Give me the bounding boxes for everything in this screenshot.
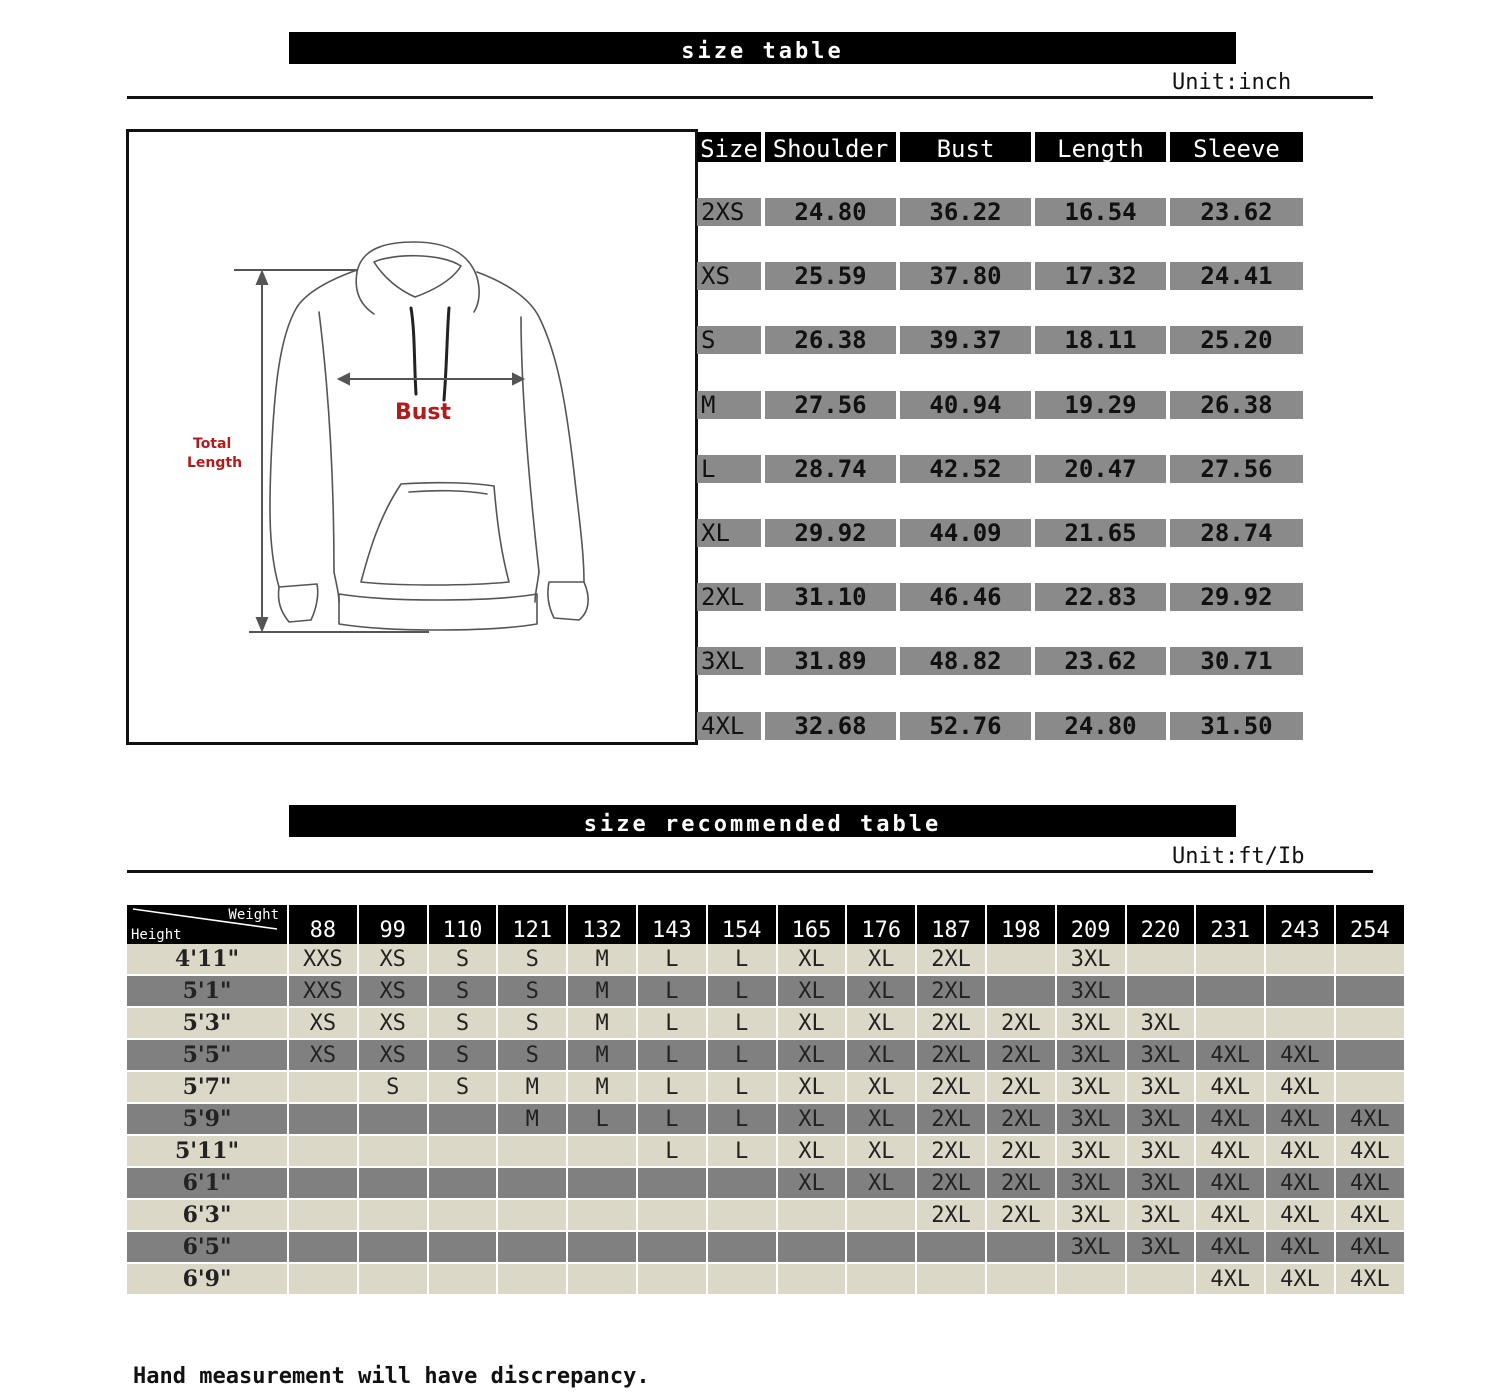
- size-recommendation-cell: L: [638, 1008, 708, 1040]
- size-table-cell-bust: 52.76: [900, 712, 1031, 740]
- height-cell: 6'5": [127, 1232, 289, 1264]
- size-recommendation-cell: [1336, 976, 1406, 1008]
- size-table-cell-shoulder: 31.89: [765, 647, 896, 675]
- size-table-cell-sleeve: 29.92: [1170, 583, 1303, 611]
- size-table-cell-length: 21.65: [1035, 519, 1166, 547]
- size-recommendation-cell: [708, 1200, 778, 1232]
- size-recommendation-cell: [568, 1136, 638, 1168]
- size-recommendation-cell: L: [708, 1040, 778, 1072]
- size-recommendation-cell: 3XL: [1057, 1232, 1127, 1264]
- size-recommendation-cell: L: [638, 1072, 708, 1104]
- size-recommendation-cell: [708, 1168, 778, 1200]
- size-recommendation-cell: L: [638, 1136, 708, 1168]
- size-recommendation-cell: 4XL: [1336, 1232, 1406, 1264]
- divider-middle: [127, 870, 1373, 873]
- size-recommendation-cell: XL: [778, 1136, 848, 1168]
- size-table-cell-sleeve: 31.50: [1170, 712, 1303, 740]
- size-recommendation-cell: 3XL: [1057, 1008, 1127, 1040]
- size-recommendation-cell: [917, 1264, 987, 1296]
- size-recommendation-cell: [498, 1232, 568, 1264]
- size-recommendation-cell: [359, 1136, 429, 1168]
- footnote: Hand measurement will have discrepancy.: [133, 1364, 650, 1389]
- recommended-header-row: [127, 905, 1406, 944]
- size-recommendation-cell: 2XL: [917, 1168, 987, 1200]
- size-recommendation-cell: M: [568, 1072, 638, 1104]
- recommended-table-title: size recommended table: [289, 805, 1236, 837]
- size-recommendation-cell: 3XL: [1127, 1008, 1197, 1040]
- size-recommendation-cell: S: [359, 1072, 429, 1104]
- size-recommendation-cell: 4XL: [1336, 1104, 1406, 1136]
- size-table-cell-shoulder: 31.10: [765, 583, 896, 611]
- corner-weight-label: Weight: [228, 907, 279, 923]
- size-recommendation-cell: 4XL: [1196, 1104, 1266, 1136]
- size-recommendation-cell: 4XL: [1266, 1040, 1336, 1072]
- size-recommendation-cell: XS: [359, 976, 429, 1008]
- size-recommendation-cell: 2XL: [987, 1200, 1057, 1232]
- size-recommendation-cell: 2XL: [987, 1168, 1057, 1200]
- size-recommendation-cell: XL: [778, 1072, 848, 1104]
- size-recommendation-cell: XL: [778, 1104, 848, 1136]
- size-recommendation-cell: [1336, 944, 1406, 976]
- size-table-cell-bust: 39.37: [900, 326, 1031, 354]
- size-recommendation-cell: [498, 1200, 568, 1232]
- size-recommendation-cell: [289, 1232, 359, 1264]
- size-recommendation-cell: 3XL: [1127, 1232, 1197, 1264]
- size-recommendation-cell: [359, 1168, 429, 1200]
- weight-header: 254: [1336, 905, 1406, 944]
- size-table-cell-sleeve: 28.74: [1170, 519, 1303, 547]
- size-recommendation-cell: [359, 1232, 429, 1264]
- table-row: [127, 1008, 1406, 1040]
- size-recommendation-cell: 4XL: [1196, 1136, 1266, 1168]
- table-row: [127, 976, 1406, 1008]
- weight-header: 209: [1057, 905, 1127, 944]
- size-table-cell-size: XL: [697, 519, 761, 547]
- size-recommendation-cell: [1266, 1008, 1336, 1040]
- size-recommendation-cell: [987, 976, 1057, 1008]
- size-recommendation-cell: 2XL: [917, 1040, 987, 1072]
- size-recommendation-cell: [638, 1232, 708, 1264]
- size-recommendation-cell: S: [498, 1008, 568, 1040]
- size-recommendation-cell: [1127, 1264, 1197, 1296]
- height-cell: 6'9": [127, 1264, 289, 1296]
- size-recommendation-cell: [708, 1264, 778, 1296]
- size-table-cell-length: 16.54: [1035, 198, 1166, 226]
- table-row: [127, 1232, 1406, 1264]
- size-recommendation-cell: [847, 1200, 917, 1232]
- size-recommendation-cell: [359, 1104, 429, 1136]
- size-recommendation-cell: XS: [359, 1040, 429, 1072]
- size-table-cell-shoulder: 27.56: [765, 391, 896, 419]
- size-recommendation-cell: XS: [359, 1008, 429, 1040]
- height-cell: 5'3": [127, 1008, 289, 1040]
- size-recommendation-cell: M: [568, 1008, 638, 1040]
- size-recommendation-cell: [498, 1264, 568, 1296]
- size-recommendation-cell: 4XL: [1336, 1136, 1406, 1168]
- size-recommendation-cell: 3XL: [1127, 1040, 1197, 1072]
- size-recommendation-cell: 2XL: [987, 1136, 1057, 1168]
- size-table-cell-shoulder: 29.92: [765, 519, 896, 547]
- size-table-cell-size: 2XS: [697, 198, 761, 226]
- size-recommendation-cell: XXS: [289, 976, 359, 1008]
- size-table-cell-sleeve: 27.56: [1170, 455, 1303, 483]
- size-recommendation-cell: L: [638, 1104, 708, 1136]
- size-recommendation-cell: [429, 1104, 499, 1136]
- size-recommendation-cell: 4XL: [1336, 1264, 1406, 1296]
- size-recommendation-cell: 4XL: [1266, 1072, 1336, 1104]
- size-recommendation-cell: 3XL: [1127, 1168, 1197, 1200]
- size-table-cell-sleeve: 24.41: [1170, 262, 1303, 290]
- weight-header: 198: [987, 905, 1057, 944]
- size-recommendation-cell: XL: [847, 1008, 917, 1040]
- size-recommendation-cell: 4XL: [1266, 1200, 1336, 1232]
- size-table-header-bust: Bust: [900, 132, 1031, 162]
- size-recommendation-cell: XS: [289, 1040, 359, 1072]
- size-recommendation-cell: 4XL: [1196, 1200, 1266, 1232]
- size-table-cell-length: 24.80: [1035, 712, 1166, 740]
- size-recommendation-cell: [987, 1232, 1057, 1264]
- size-recommendation-cell: XL: [778, 1040, 848, 1072]
- size-recommendation-cell: M: [498, 1104, 568, 1136]
- size-table-cell-size: 4XL: [697, 712, 761, 740]
- size-recommendation-cell: 2XL: [917, 1200, 987, 1232]
- size-recommendation-cell: 4XL: [1266, 1264, 1336, 1296]
- size-recommendation-cell: [289, 1200, 359, 1232]
- size-table-cell-length: 17.32: [1035, 262, 1166, 290]
- size-recommendation-cell: 3XL: [1127, 1072, 1197, 1104]
- size-recommendation-cell: [638, 1200, 708, 1232]
- size-recommendation-cell: 4XL: [1266, 1168, 1336, 1200]
- size-recommendation-cell: [638, 1264, 708, 1296]
- size-recommendation-cell: [1127, 976, 1197, 1008]
- size-recommendation-cell: L: [568, 1104, 638, 1136]
- size-recommendation-cell: [1196, 944, 1266, 976]
- size-recommendation-cell: [1336, 1040, 1406, 1072]
- size-recommendation-cell: [1336, 1072, 1406, 1104]
- size-table-cell-shoulder: 24.80: [765, 198, 896, 226]
- weight-header: 143: [638, 905, 708, 944]
- size-recommendation-cell: 2XL: [917, 1008, 987, 1040]
- size-recommendation-cell: 2XL: [987, 1008, 1057, 1040]
- corner-height-label: Height: [131, 927, 182, 943]
- size-recommendation-cell: 4XL: [1336, 1200, 1406, 1232]
- size-recommendation-cell: M: [498, 1072, 568, 1104]
- size-recommendation-cell: 2XL: [987, 1072, 1057, 1104]
- size-recommendation-cell: 2XL: [987, 1104, 1057, 1136]
- size-table-cell-size: XS: [697, 262, 761, 290]
- size-table-cell-bust: 36.22: [900, 198, 1031, 226]
- size-recommendation-cell: 4XL: [1196, 1072, 1266, 1104]
- size-table-header-shoulder: Shoulder: [765, 132, 896, 162]
- size-recommendation-cell: [778, 1264, 848, 1296]
- size-recommendation-cell: L: [708, 1072, 778, 1104]
- size-recommendation-cell: [1196, 976, 1266, 1008]
- size-recommendation-cell: [1266, 976, 1336, 1008]
- size-recommendation-cell: M: [568, 1040, 638, 1072]
- size-recommendation-cell: 3XL: [1057, 1104, 1127, 1136]
- height-cell: 4'11": [127, 944, 289, 976]
- size-recommendation-cell: XS: [359, 944, 429, 976]
- size-recommendation-cell: S: [429, 1008, 499, 1040]
- size-recommendation-cell: S: [429, 1040, 499, 1072]
- hoodie-diagram: [126, 129, 698, 745]
- size-recommendation-cell: [289, 1136, 359, 1168]
- weight-header: 165: [778, 905, 848, 944]
- size-recommendation-cell: [987, 1264, 1057, 1296]
- size-recommendation-cell: 4XL: [1266, 1104, 1336, 1136]
- size-table-cell-bust: 40.94: [900, 391, 1031, 419]
- size-table-cell-size: 3XL: [697, 647, 761, 675]
- weight-header: 220: [1127, 905, 1197, 944]
- size-recommendation-cell: [638, 1168, 708, 1200]
- size-recommendation-cell: S: [429, 1072, 499, 1104]
- bust-label: Bust: [395, 400, 452, 425]
- size-table-cell-size: M: [697, 391, 761, 419]
- height-cell: 5'7": [127, 1072, 289, 1104]
- table-row: [127, 1040, 1406, 1072]
- height-cell: 5'9": [127, 1104, 289, 1136]
- size-table-cell-sleeve: 25.20: [1170, 326, 1303, 354]
- size-recommendation-cell: 2XL: [917, 944, 987, 976]
- size-recommendation-cell: [1196, 1008, 1266, 1040]
- size-recommendation-cell: 3XL: [1057, 1072, 1127, 1104]
- size-recommendation-cell: L: [708, 1104, 778, 1136]
- size-recommendation-cell: S: [429, 976, 499, 1008]
- size-recommendation-cell: [568, 1264, 638, 1296]
- size-table-cell-bust: 37.80: [900, 262, 1031, 290]
- height-cell: 6'1": [127, 1168, 289, 1200]
- size-table-cell-sleeve: 30.71: [1170, 647, 1303, 675]
- size-recommendation-cell: [429, 1136, 499, 1168]
- size-table-cell-length: 22.83: [1035, 583, 1166, 611]
- size-recommendation-cell: 4XL: [1196, 1264, 1266, 1296]
- height-cell: 5'1": [127, 976, 289, 1008]
- size-recommendation-cell: 2XL: [987, 1040, 1057, 1072]
- height-cell: 5'11": [127, 1136, 289, 1168]
- table-row: [127, 1264, 1406, 1296]
- size-recommendation-cell: [568, 1200, 638, 1232]
- size-table-cell-sleeve: 26.38: [1170, 391, 1303, 419]
- table-row: [127, 1136, 1406, 1168]
- total-length-label-top: Total: [193, 436, 232, 452]
- size-recommendation-cell: 2XL: [917, 1072, 987, 1104]
- size-recommendation-cell: S: [498, 976, 568, 1008]
- table-row: [127, 1104, 1406, 1136]
- size-recommendation-cell: [1336, 1008, 1406, 1040]
- size-recommendation-cell: XL: [847, 976, 917, 1008]
- size-recommendation-cell: XL: [778, 1168, 848, 1200]
- size-table-cell-length: 20.47: [1035, 455, 1166, 483]
- size-recommendation-cell: [289, 1072, 359, 1104]
- size-recommendation-cell: L: [708, 1008, 778, 1040]
- size-recommendation-cell: 4XL: [1266, 1232, 1336, 1264]
- weight-header: 154: [708, 905, 778, 944]
- size-table-cell-bust: 44.09: [900, 519, 1031, 547]
- table-row: [127, 1200, 1406, 1232]
- total-length-label-bottom: Length: [187, 455, 243, 471]
- size-recommendation-cell: [429, 1264, 499, 1296]
- size-recommendation-cell: 4XL: [1336, 1168, 1406, 1200]
- size-recommendation-cell: XL: [778, 1008, 848, 1040]
- size-table-cell-shoulder: 32.68: [765, 712, 896, 740]
- weight-header: 187: [917, 905, 987, 944]
- size-recommendation-cell: [498, 1136, 568, 1168]
- size-recommendation-cell: 3XL: [1057, 976, 1127, 1008]
- size-recommendation-cell: XS: [289, 1008, 359, 1040]
- size-recommendation-cell: [289, 1104, 359, 1136]
- size-recommendation-cell: 3XL: [1057, 1200, 1127, 1232]
- size-recommendation-cell: [429, 1232, 499, 1264]
- size-table-cell-bust: 48.82: [900, 647, 1031, 675]
- weight-header: 121: [498, 905, 568, 944]
- size-recommendation-cell: [289, 1168, 359, 1200]
- size-recommendation-cell: XL: [847, 1168, 917, 1200]
- size-recommendation-cell: 3XL: [1127, 1200, 1197, 1232]
- size-recommendation-cell: 3XL: [1127, 1136, 1197, 1168]
- size-recommendation-cell: [1266, 944, 1336, 976]
- size-recommendation-cell: [847, 1232, 917, 1264]
- recommended-table-unit: Unit:ft/Ib: [1172, 844, 1305, 869]
- height-cell: 5'5": [127, 1040, 289, 1072]
- size-recommendation-cell: S: [429, 944, 499, 976]
- size-recommendation-cell: L: [638, 944, 708, 976]
- size-recommendation-cell: 2XL: [917, 1136, 987, 1168]
- weight-header: 99: [359, 905, 429, 944]
- size-recommendation-cell: 4XL: [1196, 1168, 1266, 1200]
- size-recommendation-cell: [1057, 1264, 1127, 1296]
- table-row: [127, 1168, 1406, 1200]
- size-recommendation-cell: [917, 1232, 987, 1264]
- size-recommendation-cell: [778, 1232, 848, 1264]
- divider-top: [127, 96, 1373, 99]
- size-recommendation-cell: 4XL: [1266, 1136, 1336, 1168]
- size-recommendation-cell: XXS: [289, 944, 359, 976]
- size-table-title: size table: [289, 32, 1236, 64]
- size-recommendation-cell: 2XL: [917, 1104, 987, 1136]
- weight-header: 132: [568, 905, 638, 944]
- size-recommendation-cell: [847, 1264, 917, 1296]
- size-recommendation-cell: [778, 1200, 848, 1232]
- size-recommendation-cell: S: [498, 944, 568, 976]
- size-recommendation-cell: [568, 1232, 638, 1264]
- table-row: [127, 944, 1406, 976]
- weight-header: 110: [429, 905, 499, 944]
- size-recommendation-cell: 3XL: [1057, 944, 1127, 976]
- size-table-unit: Unit:inch: [1172, 70, 1292, 95]
- size-table-cell-shoulder: 25.59: [765, 262, 896, 290]
- recommended-size-table: [127, 905, 1406, 1296]
- height-cell: 6'3": [127, 1200, 289, 1232]
- size-recommendation-cell: [568, 1168, 638, 1200]
- size-recommendation-cell: [498, 1168, 568, 1200]
- weight-header: 88: [289, 905, 359, 944]
- size-table-cell-shoulder: 28.74: [765, 455, 896, 483]
- size-table-cell-length: 23.62: [1035, 647, 1166, 675]
- size-recommendation-cell: [708, 1232, 778, 1264]
- size-recommendation-cell: 3XL: [1057, 1136, 1127, 1168]
- size-table-cell-bust: 46.46: [900, 583, 1031, 611]
- size-recommendation-cell: XL: [847, 1104, 917, 1136]
- size-recommendation-cell: L: [638, 976, 708, 1008]
- size-table-cell-length: 18.11: [1035, 326, 1166, 354]
- size-recommendation-cell: 3XL: [1057, 1168, 1127, 1200]
- weight-header: 231: [1196, 905, 1266, 944]
- size-recommendation-cell: XL: [847, 1136, 917, 1168]
- size-recommendation-cell: 4XL: [1196, 1232, 1266, 1264]
- table-row: [127, 1072, 1406, 1104]
- size-recommendation-cell: L: [638, 1040, 708, 1072]
- size-recommendation-cell: XL: [778, 976, 848, 1008]
- size-recommendation-cell: L: [708, 944, 778, 976]
- size-recommendation-cell: 3XL: [1057, 1040, 1127, 1072]
- size-recommendation-cell: [1127, 944, 1197, 976]
- size-recommendation-cell: XL: [847, 1072, 917, 1104]
- size-recommendation-cell: [359, 1200, 429, 1232]
- size-table-cell-shoulder: 26.38: [765, 326, 896, 354]
- size-table-cell-size: S: [697, 326, 761, 354]
- size-table-cell-size: 2XL: [697, 583, 761, 611]
- size-table-header-sleeve: Sleeve: [1170, 132, 1303, 162]
- size-table-header-size: Size: [697, 132, 761, 162]
- recommended-corner-cell: [127, 905, 289, 944]
- size-recommendation-cell: 3XL: [1127, 1104, 1197, 1136]
- size-table-header-length: Length: [1035, 132, 1166, 162]
- size-table-cell-bust: 42.52: [900, 455, 1031, 483]
- size-recommendation-cell: 4XL: [1196, 1040, 1266, 1072]
- size-table-cell-sleeve: 23.62: [1170, 198, 1303, 226]
- size-recommendation-cell: L: [708, 976, 778, 1008]
- size-recommendation-cell: M: [568, 976, 638, 1008]
- size-recommendation-cell: 2XL: [917, 976, 987, 1008]
- size-recommendation-cell: XL: [847, 1040, 917, 1072]
- size-table-cell-length: 19.29: [1035, 391, 1166, 419]
- weight-header: 176: [847, 905, 917, 944]
- weight-header: 243: [1266, 905, 1336, 944]
- size-recommendation-cell: [429, 1168, 499, 1200]
- size-recommendation-cell: XL: [778, 944, 848, 976]
- size-recommendation-cell: XL: [847, 944, 917, 976]
- size-recommendation-cell: [289, 1264, 359, 1296]
- size-recommendation-cell: [429, 1200, 499, 1232]
- size-recommendation-cell: S: [498, 1040, 568, 1072]
- size-table-cell-size: L: [697, 455, 761, 483]
- size-recommendation-cell: M: [568, 944, 638, 976]
- size-recommendation-cell: [987, 944, 1057, 976]
- size-recommendation-cell: [359, 1264, 429, 1296]
- size-recommendation-cell: L: [708, 1136, 778, 1168]
